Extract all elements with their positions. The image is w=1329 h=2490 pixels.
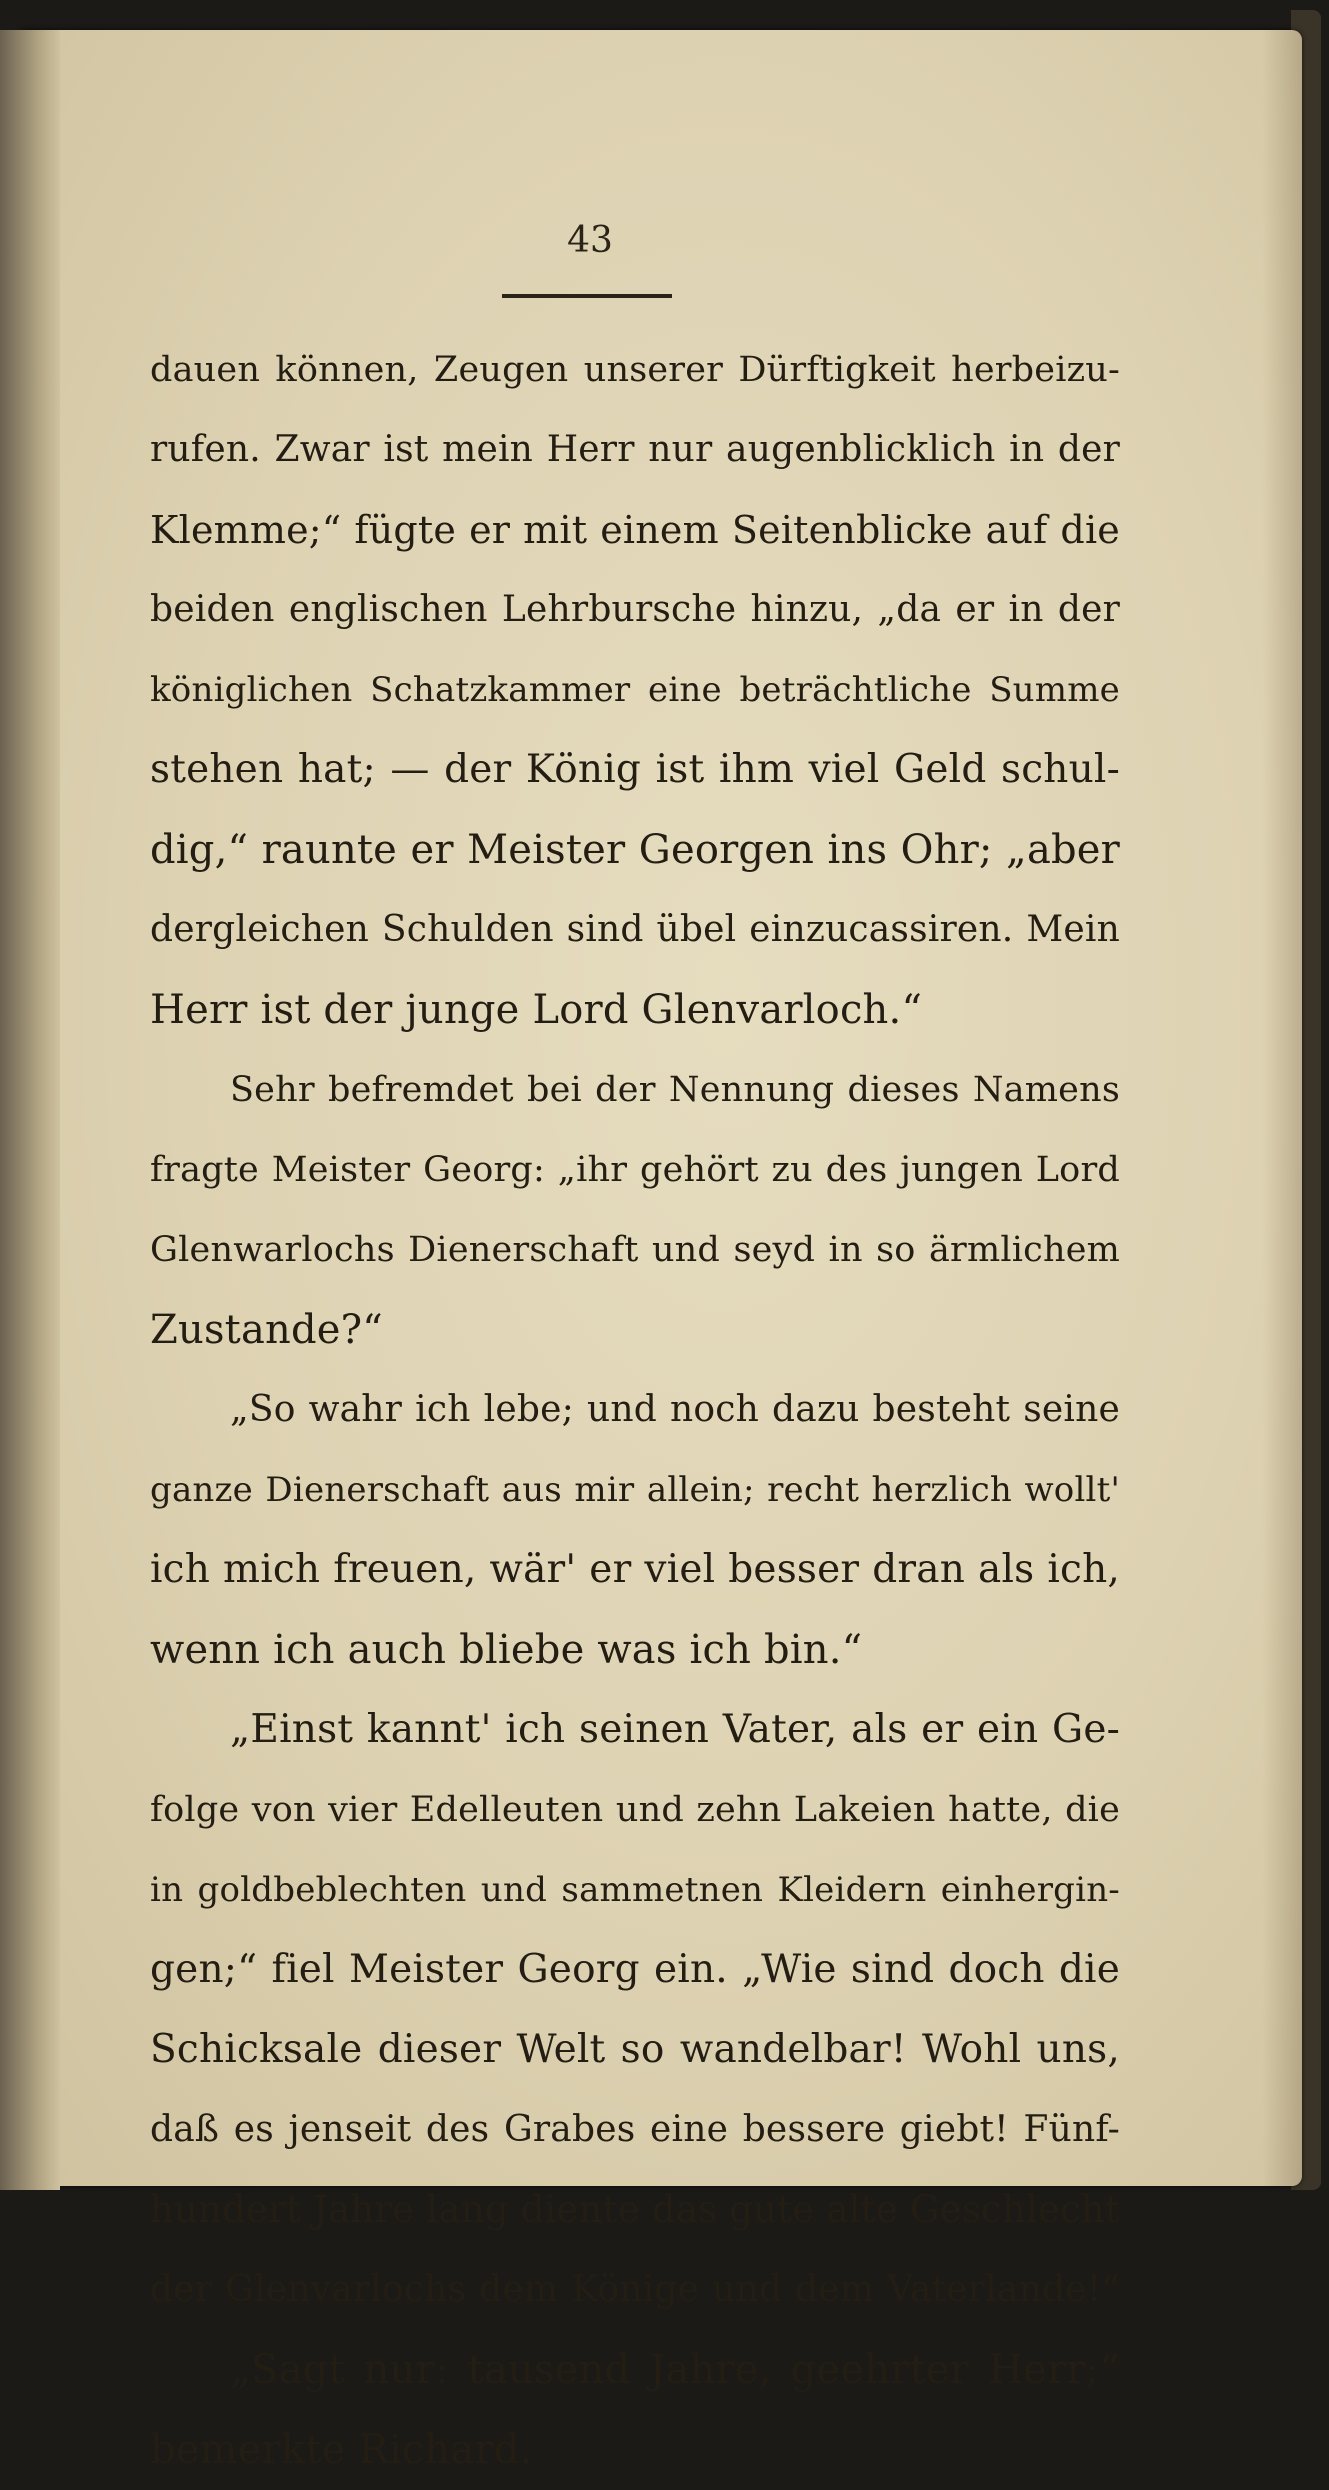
- text-line: „Einst kannt' ich seinen Vater, als er ein Ge-: [230, 1707, 1120, 1752]
- body-text: [150, 330, 1120, 2490]
- text-line: königlichen Schatzkammer eine beträchtliche Summe: [150, 670, 1120, 710]
- page-number: 43: [567, 220, 613, 261]
- text-line: hundert Jahre lang diente das gute alte Geschlecht: [150, 2188, 1120, 2231]
- text-line: dauen können, Zeugen unserer Dürftigkeit herbeizu-: [150, 350, 1120, 390]
- text-line: wenn ich auch bliebe was ich bin.“: [150, 1627, 863, 1673]
- text-line: der Glenvarlochs dem Könige und dem Vaterlande!“: [150, 2269, 1120, 2310]
- text-line: ich mich freuen, wär' er viel besser dran als ich,: [150, 1547, 1120, 1592]
- text-line: Herr ist der junge Lord Glenvarloch.“: [150, 987, 923, 1033]
- text-line: Klemme;“ fügte er mit einem Seitenblicke auf die: [150, 508, 1120, 552]
- text-line: ganze Dienerschaft aus mir allein; recht herzlich wollt': [150, 1470, 1120, 1510]
- page-number-rule: [502, 294, 672, 298]
- text-line: Schicksale dieser Welt so wandelbar! Wohl uns,: [150, 2027, 1120, 2072]
- text-line: bemerkte Richard.: [150, 2427, 533, 2473]
- text-line: beiden englischen Lehrbursche hinzu, „da er in der: [150, 589, 1120, 630]
- text-line: fragte Meister Georg: „ihr gehört zu des jungen Lord: [150, 1150, 1120, 1190]
- text-line: „So wahr ich lebe; und noch dazu besteht seine: [230, 1389, 1120, 1430]
- text-line: dergleichen Schulden sind übel einzucassiren. Mein: [150, 909, 1120, 950]
- book-spine: [0, 30, 60, 2190]
- text-line: Glenwarlochs Dienerschaft und seyd in so ärmlichem: [150, 1230, 1120, 1270]
- text-line: dig,“ raunte er Meister Georgen ins Ohr; „aber: [150, 827, 1120, 873]
- text-line: daß es jenseit des Grabes eine bessere giebt! Fünf-: [150, 2109, 1120, 2150]
- text-line: folge von vier Edelleuten und zehn Lakeien hatte, die: [150, 1790, 1120, 1830]
- text-line: Zustande?“: [150, 1307, 383, 1353]
- text-line: rufen. Zwar ist mein Herr nur augenblicklich in der: [150, 429, 1120, 470]
- text-line: gen;“ fiel Meister Georg ein. „Wie sind doch die: [150, 1947, 1120, 1992]
- text-line: „Sagt nur: tausend Jahre, geehrter Herr;“: [230, 2347, 1120, 2393]
- page-edge-shadow: [1262, 30, 1302, 2186]
- text-line: in goldbeblechten und sammetnen Kleidern einhergin-: [150, 1870, 1120, 1910]
- text-line: stehen hat; — der König ist ihm viel Geld schul-: [150, 747, 1120, 792]
- text-line: Sehr befremdet bei der Nennung dieses Namens: [230, 1070, 1120, 1110]
